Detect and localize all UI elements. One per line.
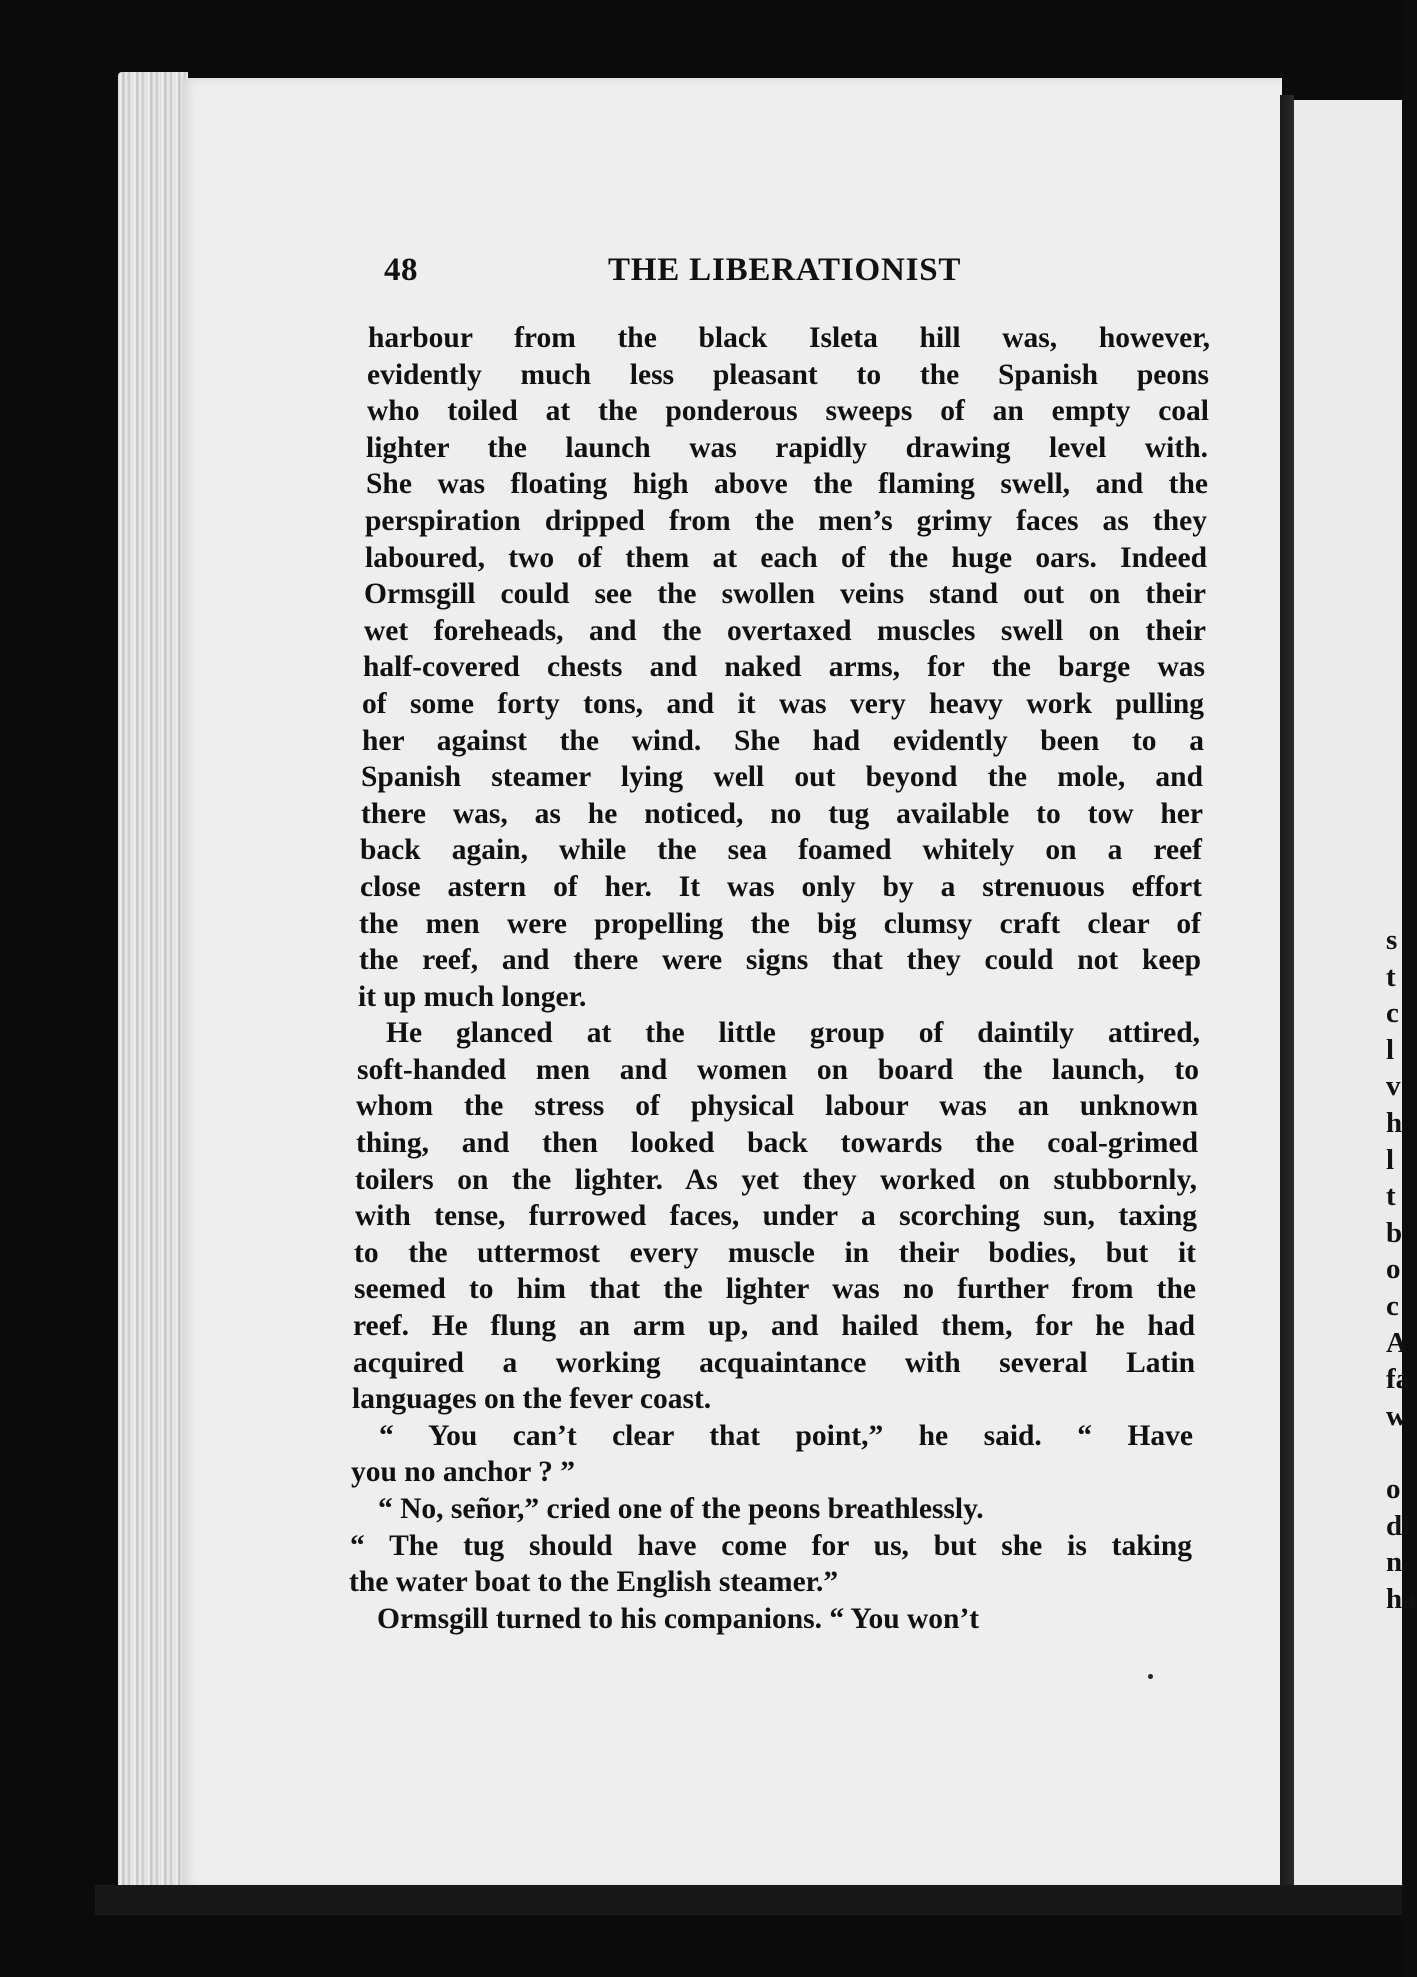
facing-fragment: o xyxy=(1386,1253,1401,1286)
facing-fragment: t xyxy=(1386,960,1396,993)
page-number: 48 xyxy=(384,252,418,288)
text-line: the water boat to the English steamer.” xyxy=(349,1566,839,1599)
facing-fragment xyxy=(1386,1434,1402,1471)
text-line: whom the stress of physical labour was an unknown xyxy=(356,1090,1198,1123)
text-line: harbour from the black Isleta hill was, however, xyxy=(368,322,1210,354)
facing-page-text xyxy=(1386,922,1417,1617)
book-page-edges xyxy=(118,72,188,1892)
text-line: to the uttermost every muscle in their bodies, but it xyxy=(354,1236,1196,1269)
scan-bottom-edge xyxy=(95,1885,1402,1915)
text-line: the men were propelling the big clumsy craft clear of xyxy=(359,907,1201,940)
text-line: there was, as he noticed, no tug available to tow her xyxy=(361,797,1203,830)
facing-fragment: v xyxy=(1386,1070,1401,1103)
text-line: Ormsgill could see the swollen veins stand out on their xyxy=(364,578,1206,611)
text-line: of some forty tons, and it was very heavy work pulling xyxy=(362,687,1204,720)
facing-fragment: c xyxy=(1386,997,1399,1030)
facing-fragment: l xyxy=(1386,1143,1395,1176)
facing-fragment: di xyxy=(1386,1509,1411,1542)
text-line: who toiled at the ponderous sweeps of an empty coal xyxy=(367,395,1209,428)
facing-fragment: h xyxy=(1386,1106,1403,1139)
facing-fragment: w xyxy=(1386,1399,1407,1432)
running-title: THE LIBERATIONIST xyxy=(608,252,962,288)
text-line: soft-handed men and women on board the launch, to xyxy=(357,1053,1199,1086)
text-line: “ No, señor,” cried one of the peons breathlessly. xyxy=(378,1493,984,1525)
text-line: reef. He flung an arm up, and hailed them, for he had xyxy=(353,1310,1195,1343)
ink-speck xyxy=(1148,1674,1153,1679)
text-line: evidently much less pleasant to the Spanish peons xyxy=(367,358,1209,391)
facing-fragment: A xyxy=(1386,1326,1407,1359)
text-line: She was floating high above the flaming swell, and the xyxy=(366,468,1208,501)
facing-fragment: fa xyxy=(1386,1363,1411,1396)
facing-fragment: t xyxy=(1386,1180,1396,1213)
text-line: seemed to him that the lighter was no further from the xyxy=(354,1273,1196,1306)
facing-fragment: s xyxy=(1386,924,1398,956)
facing-fragment: n xyxy=(1386,1546,1403,1579)
text-line: Ormsgill turned to his companions. “ You won’t xyxy=(377,1602,980,1635)
text-line: back again, while the sea foamed whitely on a reef xyxy=(360,834,1202,867)
facing-page xyxy=(1294,100,1417,1890)
text-line: with tense, furrowed faces, under a scorching sun, taxing xyxy=(355,1200,1197,1233)
body-text xyxy=(349,320,1210,1637)
text-line: “ The tug should have come for us, but she is taking xyxy=(350,1529,1192,1562)
running-head xyxy=(384,252,996,296)
text-line: it up much longer. xyxy=(358,980,587,1013)
text-line: wet foreheads, and the overtaxed muscles swell on their xyxy=(364,614,1206,647)
facing-fragment: l xyxy=(1386,1033,1395,1066)
text-line: close astern of her. It was only by a strenuous effort xyxy=(360,870,1202,903)
text-line: half-covered chests and naked arms, for the barge was xyxy=(363,651,1205,684)
text-line: languages on the fever coast. xyxy=(352,1383,712,1416)
text-line: you no anchor ? ” xyxy=(351,1456,576,1489)
text-line: thing, and then looked back towards the coal-grimed xyxy=(356,1127,1198,1160)
text-line: the reef, and there were signs that they could not keep xyxy=(359,944,1201,977)
facing-fragment: c xyxy=(1386,1289,1399,1322)
text-line: He glanced at the little group of daintily attired, xyxy=(386,1017,1200,1050)
facing-fragment: o xyxy=(1386,1472,1401,1505)
facing-fragment: ha xyxy=(1386,1582,1417,1615)
text-line: laboured, two of them at each of the huge oars. Indeed xyxy=(365,541,1207,574)
text-line: lighter the launch was rapidly drawing level with. xyxy=(366,431,1208,464)
text-line: acquired a working acquaintance with several Latin xyxy=(353,1346,1195,1379)
book-gutter xyxy=(1280,95,1294,1895)
text-line: Spanish steamer lying well out beyond the mole, and xyxy=(361,761,1203,794)
text-line: “ You can’t clear that point,” he said. “ Have xyxy=(379,1419,1193,1452)
text-line: toilers on the lighter. As yet they worked on stubbornly, xyxy=(355,1163,1197,1196)
text-line: her against the wind. She had evidently been to a xyxy=(362,724,1204,757)
text-line: perspiration dripped from the men’s grimy faces as they xyxy=(365,504,1207,537)
facing-fragment: b xyxy=(1386,1216,1403,1249)
